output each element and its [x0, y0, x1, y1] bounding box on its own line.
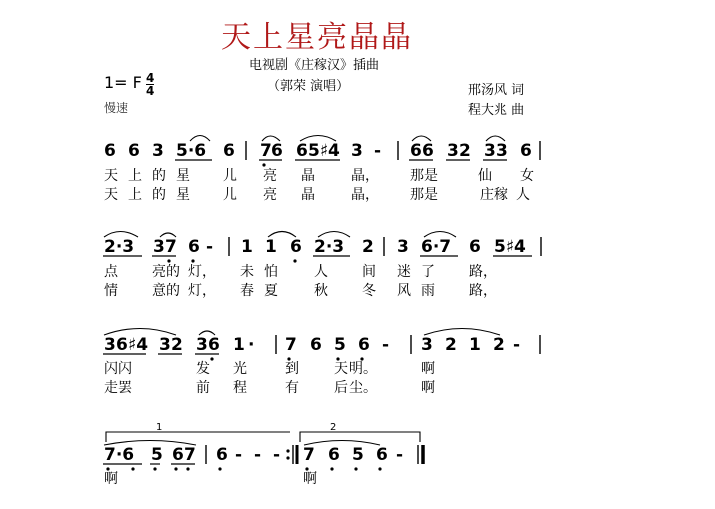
note: 3 — [159, 335, 171, 355]
score-row-3 — [103, 329, 540, 397]
note: 5 — [334, 335, 346, 355]
note: 1 — [469, 335, 481, 355]
lyric: 情 — [104, 283, 118, 299]
low-octave-dot — [330, 467, 333, 470]
lyric: 雨 — [421, 283, 435, 299]
low-octave-dot — [186, 467, 189, 470]
lyric: 走罢 — [104, 380, 132, 396]
score-row-4 — [103, 422, 423, 487]
note: - — [382, 335, 390, 355]
note: 3 — [421, 335, 433, 355]
note: 2 — [493, 335, 505, 355]
slur — [304, 441, 380, 446]
note: 2·3 — [314, 237, 345, 257]
lyric: 灯， — [188, 283, 216, 299]
lyricist-credit: 邢汤风 词 — [468, 83, 525, 98]
note: 6 — [358, 335, 370, 355]
lyric: 女 — [520, 168, 534, 184]
key-signature: 1= F — [104, 73, 142, 92]
note: - — [374, 141, 382, 161]
note: - — [254, 445, 262, 465]
note: 6 — [422, 141, 434, 161]
note: 3 — [351, 141, 363, 161]
lyric: 的 — [152, 187, 166, 203]
second-ending-number: 2 — [330, 422, 337, 433]
lyric: 了 — [421, 264, 435, 280]
low-octave-dot — [191, 259, 194, 262]
note: 7 — [260, 141, 272, 161]
lyric: 尘。 — [349, 380, 377, 396]
note: 2·3 — [104, 237, 135, 257]
lyric: 点 — [104, 264, 118, 280]
lyric: 仙 — [478, 168, 492, 184]
note: · — [248, 335, 255, 355]
lyric: 春 — [240, 283, 254, 299]
lyric: 啊 — [104, 471, 118, 487]
note: 1 — [265, 237, 277, 257]
note: 3 — [152, 141, 164, 161]
song-title: 天上星亮晶晶 — [221, 20, 413, 55]
score-row-1 — [104, 136, 540, 204]
note: 2 — [171, 335, 183, 355]
lyric: 上 — [128, 187, 142, 203]
note: 6 — [328, 445, 340, 465]
lyric: 儿 — [223, 187, 237, 203]
lyric: 意的 — [152, 283, 180, 299]
lyric: 庄稼 — [480, 187, 508, 203]
note: 6 — [208, 335, 220, 355]
lyric: 晶 — [301, 168, 315, 184]
time-signature-top: 4 — [146, 71, 155, 85]
lyric: 上 — [128, 168, 142, 184]
lyric: 啊 — [421, 361, 435, 377]
note: 7 — [285, 335, 297, 355]
note: - — [513, 335, 521, 355]
lyric: 发 — [196, 361, 210, 377]
lyric: 啊 — [421, 380, 435, 396]
lyric: 那是 — [410, 187, 438, 203]
lyric: 闪闪 — [104, 361, 132, 377]
low-octave-dot — [153, 467, 156, 470]
note: - — [206, 237, 214, 257]
lyric: 间 — [362, 264, 376, 280]
note: 6 — [223, 141, 235, 161]
lyric: 天 — [104, 168, 118, 184]
low-octave-dot — [131, 467, 134, 470]
note: - — [235, 445, 243, 465]
lyric: 冬 — [362, 283, 376, 299]
note: 3 — [153, 237, 165, 257]
lyric: 路， — [469, 264, 497, 280]
note: 6 — [296, 141, 308, 161]
note: 5 — [151, 445, 163, 465]
note: 6 — [216, 445, 228, 465]
low-octave-dot — [167, 259, 170, 262]
low-octave-dot — [174, 467, 177, 470]
lyric: 晶， — [351, 168, 379, 184]
note: 6 — [520, 141, 532, 161]
note: 6 — [376, 445, 388, 465]
lyric: 的 — [152, 168, 166, 184]
lyric: 天 — [334, 361, 348, 377]
note: 1 — [233, 335, 245, 355]
lyric: 星 — [176, 187, 190, 203]
lyric: 路， — [469, 283, 497, 299]
first-ending-bracket — [106, 432, 290, 442]
note: - — [396, 445, 404, 465]
singer-credit: （郭荣 演唱） — [267, 79, 350, 94]
note: 3 — [196, 335, 208, 355]
lyric: 那是 — [410, 168, 438, 184]
low-octave-dot — [262, 163, 265, 166]
note: 6·7 — [421, 237, 452, 257]
note: 2 — [459, 141, 471, 161]
lyric: 人 — [516, 187, 530, 203]
score-row-2 — [103, 232, 541, 300]
lyric: 明。 — [349, 361, 377, 377]
note: - — [273, 445, 281, 465]
lyric: 人 — [314, 264, 328, 280]
lyric: 怕 — [264, 264, 278, 280]
second-ending-bracket — [300, 432, 420, 442]
low-octave-dot — [293, 259, 296, 262]
lyric: 到 — [285, 361, 299, 377]
lyric: 晶， — [351, 187, 379, 203]
lyric: 后 — [334, 380, 348, 396]
lyric: 迷 — [397, 264, 411, 280]
lyric: 夏 — [264, 283, 278, 299]
repeat-dot — [286, 449, 289, 452]
note: 7 — [184, 445, 196, 465]
low-octave-dot — [210, 357, 213, 360]
note: 7·6 — [104, 445, 135, 465]
lyric: 亮 — [263, 187, 277, 203]
low-octave-dot — [354, 467, 357, 470]
song-subtitle: 电视剧《庄稼汉》插曲 — [249, 58, 380, 73]
note: 6 — [172, 445, 184, 465]
first-ending-number: 1 — [156, 422, 163, 433]
lyric: 风 — [397, 283, 411, 299]
lyric: 未 — [240, 264, 254, 280]
note: 6 — [188, 237, 200, 257]
note: 7 — [303, 445, 315, 465]
slur — [424, 329, 500, 336]
note: 5♯4 — [494, 237, 526, 257]
lyric: 星 — [176, 168, 190, 184]
lyric: 儿 — [223, 168, 237, 184]
note: 6 — [290, 237, 302, 257]
note: 6 — [271, 141, 283, 161]
note: 3 — [496, 141, 508, 161]
note: 2 — [445, 335, 457, 355]
note: 5 — [352, 445, 364, 465]
composer-credit: 程大兆 曲 — [468, 103, 525, 118]
low-octave-dot — [218, 467, 221, 470]
note: 6 — [410, 141, 422, 161]
lyric: 秋 — [314, 283, 328, 299]
note: 6 — [104, 141, 116, 161]
tempo-marking: 慢速 — [104, 101, 129, 115]
lyric: 啊 — [303, 471, 317, 487]
time-signature-bottom: 4 — [146, 84, 155, 98]
note: 3 — [104, 335, 116, 355]
note: 3 — [397, 237, 409, 257]
lyric: 光 — [233, 361, 247, 377]
lyric: 程 — [233, 380, 247, 396]
note: 6 — [128, 141, 140, 161]
lyric: 前 — [196, 380, 210, 396]
lyric: 灯， — [188, 264, 216, 280]
lyric: 天 — [104, 187, 118, 203]
lyric: 亮的 — [152, 264, 180, 280]
note: 3 — [484, 141, 496, 161]
repeat-dot — [286, 456, 289, 459]
note: 1 — [241, 237, 253, 257]
note: 5·6 — [176, 141, 207, 161]
note: 6 — [310, 335, 322, 355]
note: ♯4 — [128, 335, 149, 355]
note: 7 — [165, 237, 177, 257]
lyric: 有 — [285, 380, 299, 396]
note: 3 — [447, 141, 459, 161]
low-octave-dot — [378, 467, 381, 470]
note: 6 — [116, 335, 128, 355]
lyric: 晶 — [301, 187, 315, 203]
note: 2 — [362, 237, 374, 257]
note: 6 — [469, 237, 481, 257]
lyric: 亮 — [263, 168, 277, 184]
note: 5♯4 — [308, 141, 340, 161]
